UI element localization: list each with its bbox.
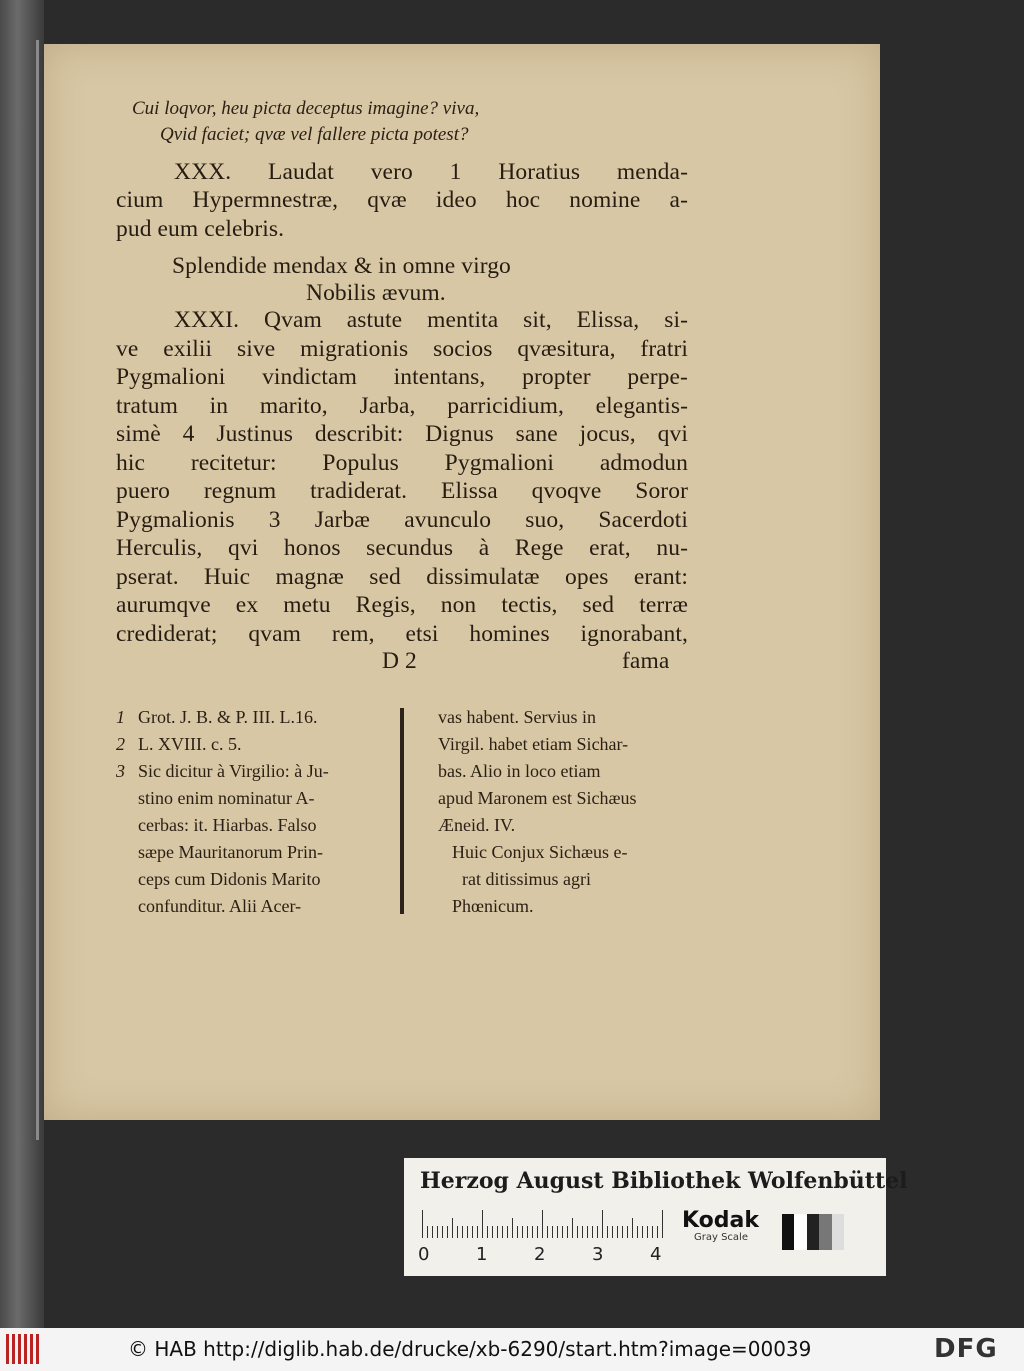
kodak-logo: Kodak [682, 1208, 759, 1233]
text-line: hic recitetur: Populus Pygmalioni admodun [116, 450, 688, 476]
ruler-tick [562, 1226, 563, 1238]
quote-line: Splendide mendax & in omne virgo [172, 253, 511, 279]
verse-line-1: Cui loqvor, heu picta deceptus imagine? viva, [132, 98, 480, 119]
ruler-number: 3 [592, 1244, 604, 1265]
quote-line: Nobilis ævum. [306, 280, 446, 306]
ruler-tick [592, 1226, 593, 1238]
ruler-tick [452, 1218, 453, 1238]
kodak-subtitle: Gray Scale [694, 1232, 748, 1243]
footer-bar [0, 1328, 1024, 1371]
ruler-tick [657, 1226, 658, 1238]
text-line: ve exilii sive migrationis socios qvæsitura, fratri [116, 336, 688, 362]
ruler-tick [632, 1218, 633, 1238]
text-line: simè 4 Justinus describit: Dignus sane jocus, qvi [116, 421, 688, 447]
ruler-tick [612, 1226, 613, 1238]
ruler-tick [552, 1226, 553, 1238]
footnote-text: cerbas: it. Hiarbas. Falso [138, 815, 317, 835]
book-edge-line [36, 40, 39, 1140]
ruler-tick [487, 1226, 488, 1238]
footnote-line [116, 866, 329, 893]
ruler-tick [587, 1226, 588, 1238]
ruler-tick [447, 1226, 448, 1238]
footnote-line [116, 731, 329, 758]
ruler-tick [577, 1226, 578, 1238]
ruler-tick [442, 1226, 443, 1238]
ruler-tick [517, 1226, 518, 1238]
scale-ruler [422, 1210, 662, 1238]
ruler-tick [427, 1226, 428, 1238]
signature-mark: D 2 [382, 648, 417, 674]
footnote-number: 1 [116, 707, 125, 727]
ruler-tick [637, 1226, 638, 1238]
ruler-tick [507, 1226, 508, 1238]
footnote-line [116, 839, 329, 866]
footnote-line [116, 785, 329, 812]
ruler-tick [472, 1226, 473, 1238]
footnote-line: Phœnicum. [452, 896, 534, 916]
text-line: puero regnum tradiderat. Elissa qvoqve Soror [116, 478, 688, 504]
footnote-number: 3 [116, 761, 125, 781]
ruler-tick [502, 1226, 503, 1238]
footnote-text: Grot. J. B. & P. III. L.16. [138, 707, 318, 727]
library-name: Herzog August Bibliothek Wolfenbüttel [420, 1168, 908, 1194]
footnote-line [116, 704, 329, 731]
text-line: Pygmalioni vindictam intentans, propter perpe- [116, 364, 688, 390]
dfg-logo: DFG [934, 1334, 998, 1364]
footnotes-right [438, 704, 636, 920]
copyright-link[interactable]: © HAB http://diglib.hab.de/drucke/xb-6290/start.htm?image=00039 [128, 1337, 812, 1361]
ruler-number: 1 [476, 1244, 488, 1265]
ruler-tick [597, 1226, 598, 1238]
text-line: XXXI. Qvam astute mentita sit, Elissa, si- [174, 307, 688, 333]
gray-scale-patch [782, 1214, 844, 1250]
text-line: tratum in marito, Jarba, parricidium, elegantis- [116, 393, 688, 419]
ruler-number: 0 [418, 1244, 430, 1265]
ruler-tick [437, 1226, 438, 1238]
ruler-tick [547, 1226, 548, 1238]
ruler-tick [477, 1226, 478, 1238]
ruler-number: 4 [650, 1244, 662, 1265]
ruler-tick [627, 1226, 628, 1238]
ruler-tick [557, 1226, 558, 1238]
ruler-tick [512, 1218, 513, 1238]
ruler-tick [572, 1218, 573, 1238]
footnote-line: bas. Alio in loco etiam [438, 761, 601, 781]
ruler-tick [542, 1210, 543, 1238]
ruler-tick [652, 1226, 653, 1238]
text-line: XXX. Laudat vero 1 Horatius menda- [174, 159, 688, 185]
footnote-line: Huic Conjux Sichæus e- [452, 842, 628, 862]
verse-line-2: Qvid faciet; qvæ vel fallere picta potest? [160, 124, 469, 145]
ruler-tick [527, 1226, 528, 1238]
ruler-tick [532, 1226, 533, 1238]
footnote-line: vas habent. Servius in [438, 707, 596, 727]
ruler-tick [622, 1226, 623, 1238]
ruler-tick [642, 1226, 643, 1238]
footnote-text: confunditur. Alii Acer- [138, 896, 302, 916]
footnote-line: apud Maronem est Sichæus [438, 788, 637, 808]
catchword: fama [622, 648, 670, 674]
footnote-line [116, 812, 329, 839]
ruler-tick [522, 1226, 523, 1238]
footnote-text: sæpe Mauritanorum Prin- [138, 842, 323, 862]
ruler-tick [617, 1226, 618, 1238]
ruler-tick [582, 1226, 583, 1238]
ruler-tick [607, 1226, 608, 1238]
ruler-tick [647, 1226, 648, 1238]
ruler-tick [497, 1226, 498, 1238]
ruler-tick [462, 1226, 463, 1238]
library-label [404, 1158, 908, 1276]
ruler-tick [662, 1210, 663, 1238]
book-edge [0, 0, 44, 1328]
footnote-line: Virgil. habet etiam Sichar- [438, 734, 629, 754]
footnote-line: rat ditissimus agri [462, 869, 591, 889]
footnote-text: L. XVIII. c. 5. [138, 734, 242, 754]
footnote-line [116, 758, 329, 785]
footnote-line [116, 893, 329, 920]
text-line: Pygmalionis 3 Jarbæ avunculo suo, Sacerdoti [116, 507, 688, 533]
footnote-text: ceps cum Didonis Marito [138, 869, 321, 889]
ruler-tick [602, 1210, 603, 1238]
text-line: aurumqve ex metu Regis, non tectis, sed terræ [116, 592, 688, 618]
column-separator [400, 708, 404, 914]
ruler-tick [432, 1226, 433, 1238]
text-line: Herculis, qvi honos secundus à Rege erat, nu- [116, 535, 688, 561]
ruler-number: 2 [534, 1244, 546, 1265]
ruler-tick [422, 1210, 423, 1238]
footnote-text: Sic dicitur à Virgilio: à Ju- [138, 761, 329, 781]
footnote-text: stino enim nominatur A- [138, 788, 315, 808]
ruler-tick [537, 1226, 538, 1238]
text-line: cium Hypermnestræ, qvæ ideo hoc nomine a- [116, 187, 688, 213]
ruler-tick [482, 1210, 483, 1238]
ruler-tick [492, 1226, 493, 1238]
footnote-line: Æneid. IV. [438, 815, 516, 835]
hab-logo-icon [6, 1334, 40, 1364]
footnotes-left [116, 704, 329, 920]
ruler-tick [567, 1226, 568, 1238]
text-line: pserat. Huic magnæ sed dissimulatæ opes erant: [116, 564, 688, 590]
ruler-tick [467, 1226, 468, 1238]
text-line: pud eum celebris. [116, 216, 285, 242]
footnote-number: 2 [116, 734, 125, 754]
text-line: crediderat; qvam rem, etsi homines ignorabant, [116, 621, 688, 647]
ruler-tick [457, 1226, 458, 1238]
